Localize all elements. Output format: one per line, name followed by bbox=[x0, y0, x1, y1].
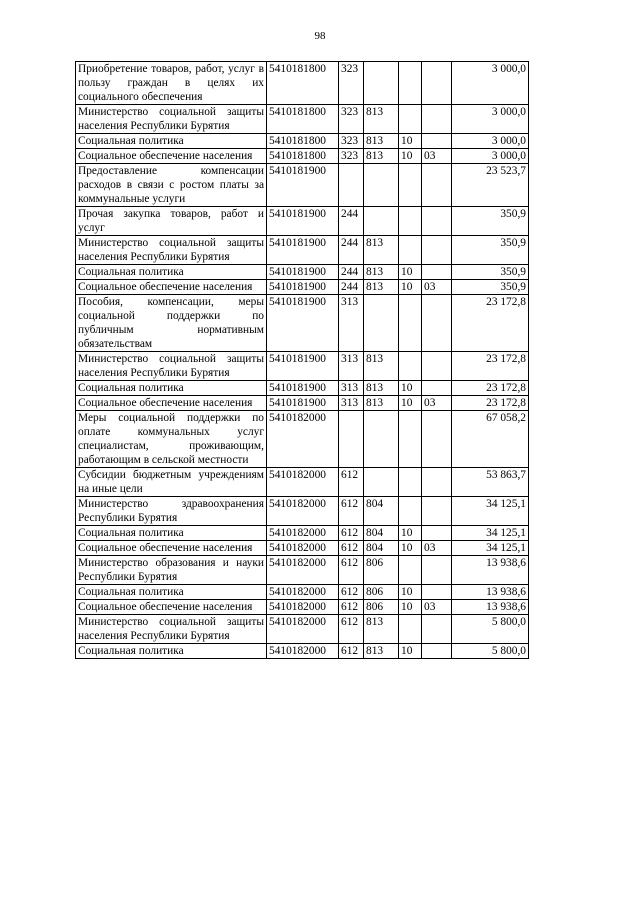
ministry-code-cell bbox=[364, 62, 399, 105]
expense-type-cell: 323 bbox=[339, 105, 364, 134]
name-cell: Прочая закупка товаров, работ и услуг bbox=[76, 207, 267, 236]
table-row bbox=[76, 411, 529, 468]
ministry-code-cell: 804 bbox=[364, 526, 399, 541]
target-article-cell: 5410182000 bbox=[267, 585, 339, 600]
target-article-cell: 5410181900 bbox=[267, 280, 339, 295]
subsection-cell bbox=[422, 556, 452, 585]
section-cell: 10 bbox=[399, 265, 422, 280]
target-article-cell: 5410182000 bbox=[267, 556, 339, 585]
table-row bbox=[76, 497, 529, 526]
ministry-code-cell bbox=[364, 295, 399, 352]
table-row bbox=[76, 526, 529, 541]
table-row bbox=[76, 105, 529, 134]
ministry-code-cell bbox=[364, 411, 399, 468]
amount-cell: 23 523,7 bbox=[452, 164, 529, 207]
section-cell bbox=[399, 236, 422, 265]
ministry-code-cell: 813 bbox=[364, 105, 399, 134]
table-row bbox=[76, 280, 529, 295]
subsection-cell bbox=[422, 295, 452, 352]
target-article-cell: 5410181900 bbox=[267, 164, 339, 207]
target-article-cell: 5410181800 bbox=[267, 105, 339, 134]
target-article-cell: 5410182000 bbox=[267, 600, 339, 615]
ministry-code-cell: 804 bbox=[364, 497, 399, 526]
subsection-cell bbox=[422, 236, 452, 265]
amount-cell: 23 172,8 bbox=[452, 352, 529, 381]
table-row bbox=[76, 134, 529, 149]
section-cell: 10 bbox=[399, 381, 422, 396]
section-cell bbox=[399, 556, 422, 585]
section-cell bbox=[399, 497, 422, 526]
expense-type-cell: 313 bbox=[339, 352, 364, 381]
page-number: 98 bbox=[314, 30, 326, 42]
table-row bbox=[76, 541, 529, 556]
subsection-cell: 03 bbox=[422, 541, 452, 556]
section-cell: 10 bbox=[399, 149, 422, 164]
expense-type-cell: 323 bbox=[339, 62, 364, 105]
target-article-cell: 5410181900 bbox=[267, 381, 339, 396]
name-cell: Социальная политика bbox=[76, 585, 267, 600]
ministry-code-cell: 813 bbox=[364, 644, 399, 659]
table-row bbox=[76, 615, 529, 644]
table-row bbox=[76, 352, 529, 381]
section-cell bbox=[399, 164, 422, 207]
subsection-cell: 03 bbox=[422, 600, 452, 615]
name-cell: Социальное обеспечение населения bbox=[76, 149, 267, 164]
ministry-code-cell: 813 bbox=[364, 265, 399, 280]
ministry-code-cell: 813 bbox=[364, 396, 399, 411]
target-article-cell: 5410181800 bbox=[267, 134, 339, 149]
table-row bbox=[76, 295, 529, 352]
subsection-cell bbox=[422, 265, 452, 280]
table-row bbox=[76, 236, 529, 265]
subsection-cell bbox=[422, 497, 452, 526]
amount-cell: 350,9 bbox=[452, 207, 529, 236]
table-row bbox=[76, 600, 529, 615]
amount-cell: 3 000,0 bbox=[452, 134, 529, 149]
amount-cell: 34 125,1 bbox=[452, 526, 529, 541]
subsection-cell bbox=[422, 615, 452, 644]
name-cell: Социальное обеспечение населения bbox=[76, 600, 267, 615]
amount-cell: 350,9 bbox=[452, 280, 529, 295]
expense-type-cell: 323 bbox=[339, 134, 364, 149]
section-cell bbox=[399, 468, 422, 497]
subsection-cell: 03 bbox=[422, 149, 452, 164]
target-article-cell: 5410181800 bbox=[267, 149, 339, 164]
name-cell: Министерство социальной защиты населения Республики Бурятия bbox=[76, 352, 267, 381]
target-article-cell: 5410182000 bbox=[267, 468, 339, 497]
target-article-cell: 5410181900 bbox=[267, 396, 339, 411]
subsection-cell: 03 bbox=[422, 280, 452, 295]
expense-type-cell: 612 bbox=[339, 526, 364, 541]
ministry-code-cell: 806 bbox=[364, 585, 399, 600]
amount-cell: 350,9 bbox=[452, 236, 529, 265]
table-row bbox=[76, 164, 529, 207]
expense-type-cell: 313 bbox=[339, 295, 364, 352]
amount-cell: 23 172,8 bbox=[452, 396, 529, 411]
amount-cell: 350,9 bbox=[452, 265, 529, 280]
expense-type-cell: 612 bbox=[339, 615, 364, 644]
target-article-cell: 5410181800 bbox=[267, 62, 339, 105]
expense-type-cell: 612 bbox=[339, 468, 364, 497]
subsection-cell bbox=[422, 411, 452, 468]
name-cell: Социальное обеспечение населения bbox=[76, 541, 267, 556]
name-cell: Меры социальной поддержки по оплате коммунальных услуг специалистам, проживающим, работающим в сельской местности bbox=[76, 411, 267, 468]
ministry-code-cell bbox=[364, 164, 399, 207]
target-article-cell: 5410182000 bbox=[267, 497, 339, 526]
target-article-cell: 5410181900 bbox=[267, 207, 339, 236]
subsection-cell: 03 bbox=[422, 396, 452, 411]
subsection-cell bbox=[422, 585, 452, 600]
expense-type-cell: 612 bbox=[339, 600, 364, 615]
ministry-code-cell: 813 bbox=[364, 280, 399, 295]
subsection-cell bbox=[422, 526, 452, 541]
table-row bbox=[76, 585, 529, 600]
name-cell: Социальная политика bbox=[76, 134, 267, 149]
expense-type-cell: 323 bbox=[339, 149, 364, 164]
subsection-cell bbox=[422, 164, 452, 207]
amount-cell: 3 000,0 bbox=[452, 149, 529, 164]
target-article-cell: 5410181900 bbox=[267, 236, 339, 265]
name-cell: Пособия, компенсации, меры социальной поддержки по публичным нормативным обязательствам bbox=[76, 295, 267, 352]
subsection-cell bbox=[422, 352, 452, 381]
target-article-cell: 5410182000 bbox=[267, 526, 339, 541]
target-article-cell: 5410182000 bbox=[267, 541, 339, 556]
expense-type-cell: 612 bbox=[339, 644, 364, 659]
expense-type-cell: 313 bbox=[339, 381, 364, 396]
ministry-code-cell: 813 bbox=[364, 236, 399, 265]
subsection-cell bbox=[422, 62, 452, 105]
ministry-code-cell: 806 bbox=[364, 556, 399, 585]
ministry-code-cell bbox=[364, 468, 399, 497]
amount-cell: 3 000,0 bbox=[452, 62, 529, 105]
budget-table bbox=[75, 61, 529, 659]
name-cell: Министерство социальной защиты населения Республики Бурятия bbox=[76, 615, 267, 644]
amount-cell: 5 800,0 bbox=[452, 644, 529, 659]
expense-type-cell: 244 bbox=[339, 207, 364, 236]
ministry-code-cell: 806 bbox=[364, 600, 399, 615]
name-cell: Социальная политика bbox=[76, 526, 267, 541]
target-article-cell: 5410181900 bbox=[267, 352, 339, 381]
target-article-cell: 5410181900 bbox=[267, 265, 339, 280]
target-article-cell: 5410182000 bbox=[267, 644, 339, 659]
target-article-cell: 5410182000 bbox=[267, 411, 339, 468]
section-cell bbox=[399, 207, 422, 236]
name-cell: Министерство здравоохранения Республики Бурятия bbox=[76, 497, 267, 526]
name-cell: Социальная политика bbox=[76, 644, 267, 659]
ministry-code-cell: 813 bbox=[364, 615, 399, 644]
expense-type-cell: 244 bbox=[339, 265, 364, 280]
table-row bbox=[76, 644, 529, 659]
ministry-code-cell: 813 bbox=[364, 352, 399, 381]
amount-cell: 13 938,6 bbox=[452, 600, 529, 615]
amount-cell: 23 172,8 bbox=[452, 381, 529, 396]
subsection-cell bbox=[422, 134, 452, 149]
section-cell: 10 bbox=[399, 396, 422, 411]
table-row bbox=[76, 207, 529, 236]
ministry-code-cell: 804 bbox=[364, 541, 399, 556]
name-cell: Предоставление компенсации расходов в связи с ростом платы за коммунальные услуги bbox=[76, 164, 267, 207]
name-cell: Министерство социальной защиты населения Республики Бурятия bbox=[76, 236, 267, 265]
target-article-cell: 5410182000 bbox=[267, 615, 339, 644]
expense-type-cell: 612 bbox=[339, 585, 364, 600]
name-cell: Социальная политика bbox=[76, 265, 267, 280]
expense-type-cell: 612 bbox=[339, 497, 364, 526]
expense-type-cell: 244 bbox=[339, 280, 364, 295]
ministry-code-cell: 813 bbox=[364, 149, 399, 164]
target-article-cell: 5410181900 bbox=[267, 295, 339, 352]
subsection-cell bbox=[422, 381, 452, 396]
amount-cell: 67 058,2 bbox=[452, 411, 529, 468]
ministry-code-cell: 813 bbox=[364, 381, 399, 396]
table-row bbox=[76, 381, 529, 396]
table-body bbox=[76, 62, 529, 659]
name-cell: Субсидии бюджетным учреждениям на иные цели bbox=[76, 468, 267, 497]
table-row bbox=[76, 149, 529, 164]
section-cell bbox=[399, 411, 422, 468]
subsection-cell bbox=[422, 644, 452, 659]
section-cell: 10 bbox=[399, 644, 422, 659]
table-row bbox=[76, 265, 529, 280]
ministry-code-cell bbox=[364, 207, 399, 236]
amount-cell: 23 172,8 bbox=[452, 295, 529, 352]
name-cell: Министерство образования и науки Республики Бурятия bbox=[76, 556, 267, 585]
expense-type-cell bbox=[339, 164, 364, 207]
section-cell bbox=[399, 62, 422, 105]
name-cell: Социальная политика bbox=[76, 381, 267, 396]
expense-type-cell: 612 bbox=[339, 556, 364, 585]
expense-type-cell: 313 bbox=[339, 396, 364, 411]
subsection-cell bbox=[422, 207, 452, 236]
amount-cell: 5 800,0 bbox=[452, 615, 529, 644]
name-cell: Приобретение товаров, работ, услуг в пользу граждан в целях их социального обеспечения bbox=[76, 62, 267, 105]
section-cell: 10 bbox=[399, 526, 422, 541]
table-row bbox=[76, 556, 529, 585]
section-cell bbox=[399, 105, 422, 134]
expense-type-cell: 612 bbox=[339, 541, 364, 556]
name-cell: Министерство социальной защиты населения Республики Бурятия bbox=[76, 105, 267, 134]
expense-type-cell: 244 bbox=[339, 236, 364, 265]
subsection-cell bbox=[422, 468, 452, 497]
amount-cell: 13 938,6 bbox=[452, 556, 529, 585]
section-cell bbox=[399, 615, 422, 644]
section-cell: 10 bbox=[399, 280, 422, 295]
section-cell: 10 bbox=[399, 585, 422, 600]
name-cell: Социальное обеспечение населения bbox=[76, 396, 267, 411]
amount-cell: 3 000,0 bbox=[452, 105, 529, 134]
subsection-cell bbox=[422, 105, 452, 134]
amount-cell: 13 938,6 bbox=[452, 585, 529, 600]
section-cell: 10 bbox=[399, 134, 422, 149]
ministry-code-cell: 813 bbox=[364, 134, 399, 149]
expense-type-cell bbox=[339, 411, 364, 468]
section-cell: 10 bbox=[399, 541, 422, 556]
table-row bbox=[76, 62, 529, 105]
name-cell: Социальное обеспечение населения bbox=[76, 280, 267, 295]
section-cell: 10 bbox=[399, 600, 422, 615]
table-row bbox=[76, 396, 529, 411]
section-cell bbox=[399, 295, 422, 352]
amount-cell: 34 125,1 bbox=[452, 497, 529, 526]
amount-cell: 53 863,7 bbox=[452, 468, 529, 497]
table-row bbox=[76, 468, 529, 497]
amount-cell: 34 125,1 bbox=[452, 541, 529, 556]
section-cell bbox=[399, 352, 422, 381]
